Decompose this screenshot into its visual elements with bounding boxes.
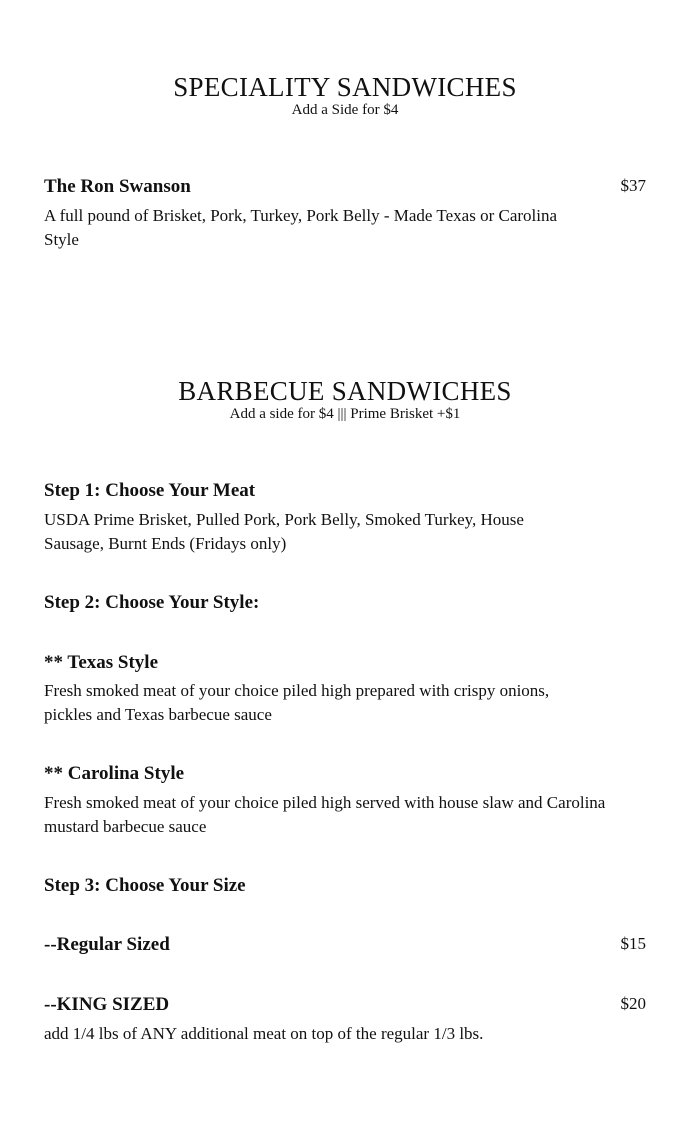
- step-3-heading: Step 3: Choose Your Size: [44, 875, 246, 896]
- texas-style-heading: ** Texas Style: [44, 652, 159, 673]
- menu-item-price: $37: [620, 176, 646, 195]
- regular-sized-name: --Regular Sized: [44, 934, 170, 955]
- step-1-description: USDA Prime Brisket, Pulled Pork, Pork Belly, Smoked Turkey, House Sausage, Burnt Ends (Fridays only): [44, 510, 524, 553]
- barbecue-section-subtitle: Add a side for $4 ||| Prime Brisket +$1: [229, 406, 461, 422]
- carolina-style-description: Fresh smoked meat of your choice piled high served with house slaw and Carolina mustard barbecue sauce: [44, 793, 606, 836]
- menu-item-name: The Ron Swanson: [44, 176, 191, 197]
- carolina-style-heading: ** Carolina Style: [44, 763, 185, 784]
- barbecue-section-title: BARBECUE SANDWICHES: [178, 376, 512, 406]
- king-sized-price: $20: [620, 994, 646, 1013]
- king-sized-description: add 1/4 lbs of ANY additional meat on top of the regular 1/3 lbs.: [44, 1024, 484, 1043]
- step-1-heading: Step 1: Choose Your Meat: [44, 480, 256, 501]
- step-2-heading: Step 2: Choose Your Style:: [44, 592, 260, 613]
- king-sized-name: --KING SIZED: [44, 994, 170, 1015]
- specialty-section-title: SPECIALITY SANDWICHES: [173, 72, 517, 102]
- menu-item-description: A full pound of Brisket, Pork, Turkey, Pork Belly - Made Texas or Carolina Style: [44, 206, 558, 249]
- specialty-section-subtitle: Add a Side for $4: [291, 102, 399, 118]
- texas-style-description: Fresh smoked meat of your choice piled high prepared with crispy onions, pickles and Texas barbecue sauce: [44, 681, 550, 724]
- regular-sized-price: $15: [620, 934, 646, 953]
